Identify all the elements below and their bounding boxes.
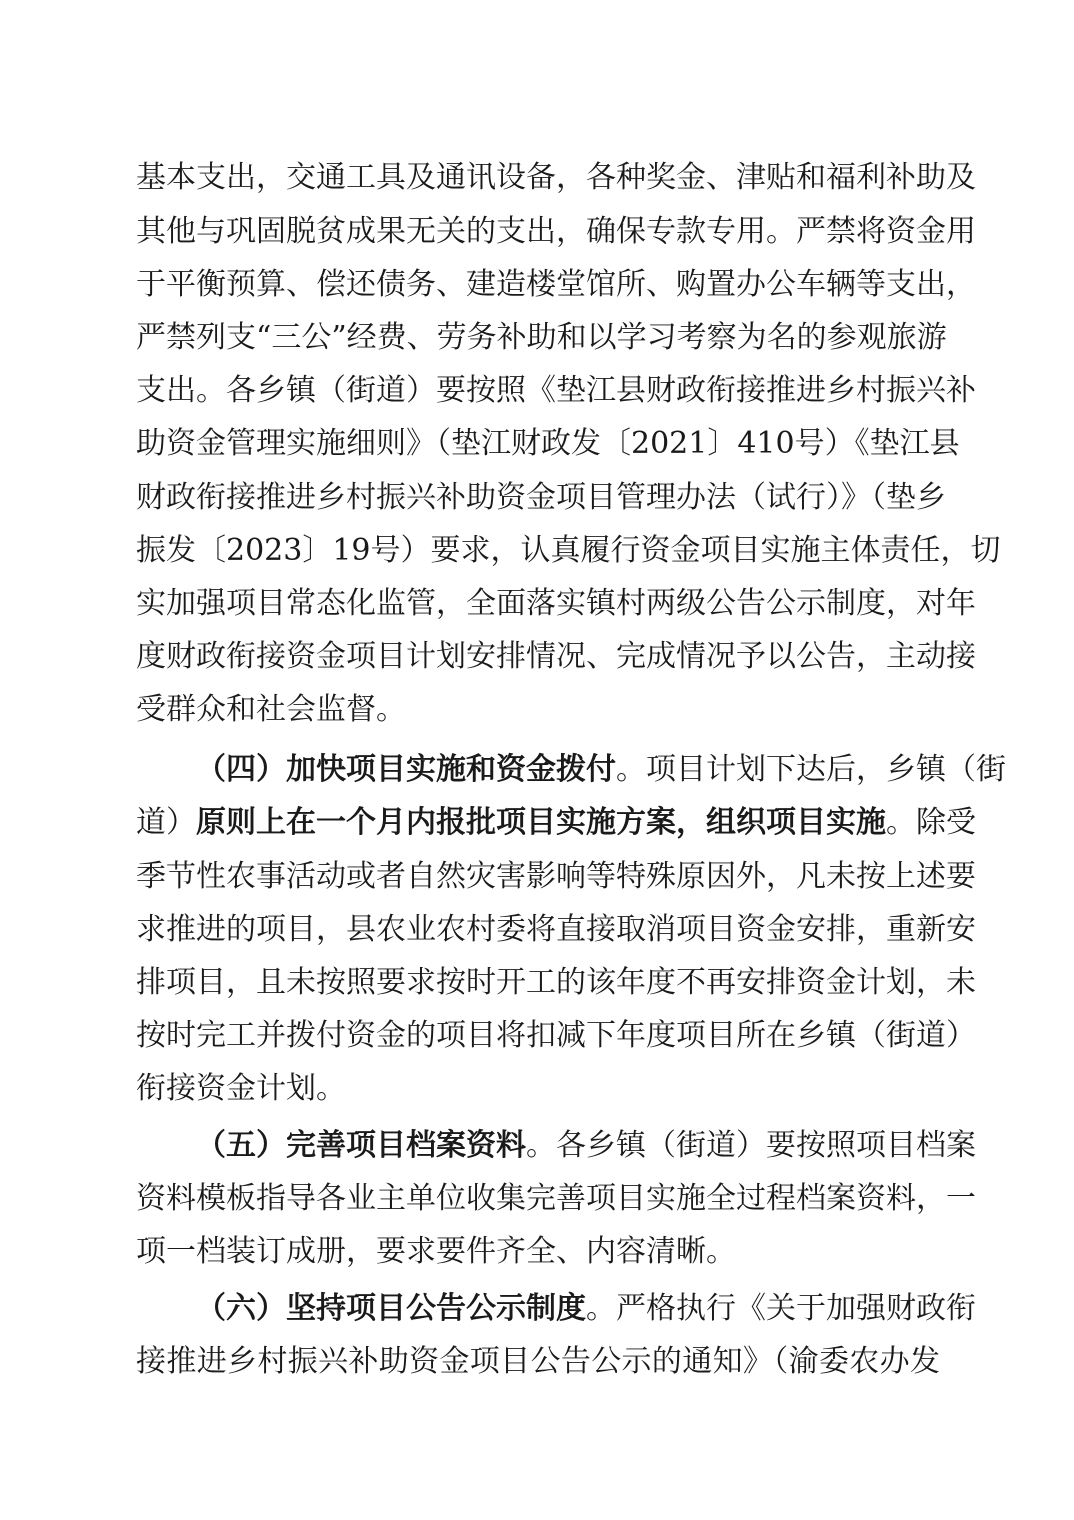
section-4-heading: （四）加快项目实施和资金拨付 <box>196 752 616 787</box>
paragraph-line: 助资金管理实施细则》（垫江财政发〔2021〕410号）《垫江县 <box>136 426 960 461</box>
paragraph-line: 基本支出，交通工具及通讯设备，各种奖金、津贴和福利补助及 <box>136 160 976 195</box>
paragraph-line: 振发〔2023〕19号）要求，认真履行资金项目实施主体责任，切 <box>136 533 1001 568</box>
paragraph-line: 按时完工并拨付资金的项目将扣减下年度项目所在乡镇（街道） <box>136 1018 976 1053</box>
paragraph-line: 资料模板指导各业主单位收集完善项目实施全过程档案资料，一 <box>136 1181 976 1216</box>
section-5-heading: （五）完善项目档案资料 <box>196 1128 526 1163</box>
paragraph-line: 其他与巩固脱贫成果无关的支出，确保专款专用。严禁将资金用 <box>136 214 976 249</box>
paragraph-line: 求推进的项目，县农业农村委将直接取消项目资金安排，重新安 <box>136 912 976 947</box>
paragraph-line: 于平衡预算、偿还债务、建造楼堂馆所、购置办公车辆等支出， <box>136 267 976 302</box>
section-4-text: 。除受 <box>886 805 976 840</box>
paragraph-line: 实加强项目常态化监管，全面落实镇村两级公告公示制度，对年 <box>136 586 976 621</box>
paragraph-line: 接推进乡村振兴补助资金项目公告公示的通知》（渝委农办发 <box>136 1344 940 1379</box>
paragraph-line: 衔接资金计划。 <box>136 1071 346 1106</box>
section-6-text: 。严格执行《关于加强财政衔 <box>586 1291 976 1326</box>
section-4-second-line <box>136 801 976 845</box>
paragraph-line: 度财政衔接资金项目计划安排情况、完成情况予以公告，主动接 <box>136 639 976 674</box>
section-4-emphasis: 原则上在一个月内报批项目实施方案，组织项目实施 <box>196 805 886 840</box>
paragraph-line: 项一档装订成册，要求要件齐全、内容清晰。 <box>136 1234 736 1269</box>
paragraph-line: 季节性农事活动或者自然灾害影响等特殊原因外，凡未按上述要 <box>136 859 976 894</box>
section-6-heading: （六）坚持项目公告公示制度 <box>196 1291 586 1326</box>
section-6-first-line <box>196 1287 976 1331</box>
section-4-text: 道） <box>136 805 196 840</box>
paragraph-line: 排项目，且未按照要求按时开工的该年度不再安排资金计划，未 <box>136 965 976 1000</box>
section-4-text: 。项目计划下达后，乡镇（街 <box>616 752 1006 787</box>
paragraph-line: 严禁列支“三公”经费、劳务补助和以学习考察为名的参观旅游 <box>136 320 947 355</box>
paragraph-line: 财政衔接推进乡村振兴补助资金项目管理办法（试行）》（垫乡 <box>136 480 946 515</box>
paragraph-line: 受群众和社会监督。 <box>136 692 406 727</box>
paragraph-line: 支出。各乡镇（街道）要按照《垫江县财政衔接推进乡村振兴补 <box>136 373 976 408</box>
section-5-first-line <box>196 1124 976 1168</box>
section-4-first-line <box>196 748 1006 792</box>
section-5-text: 。各乡镇（街道）要按照项目档案 <box>526 1128 976 1163</box>
